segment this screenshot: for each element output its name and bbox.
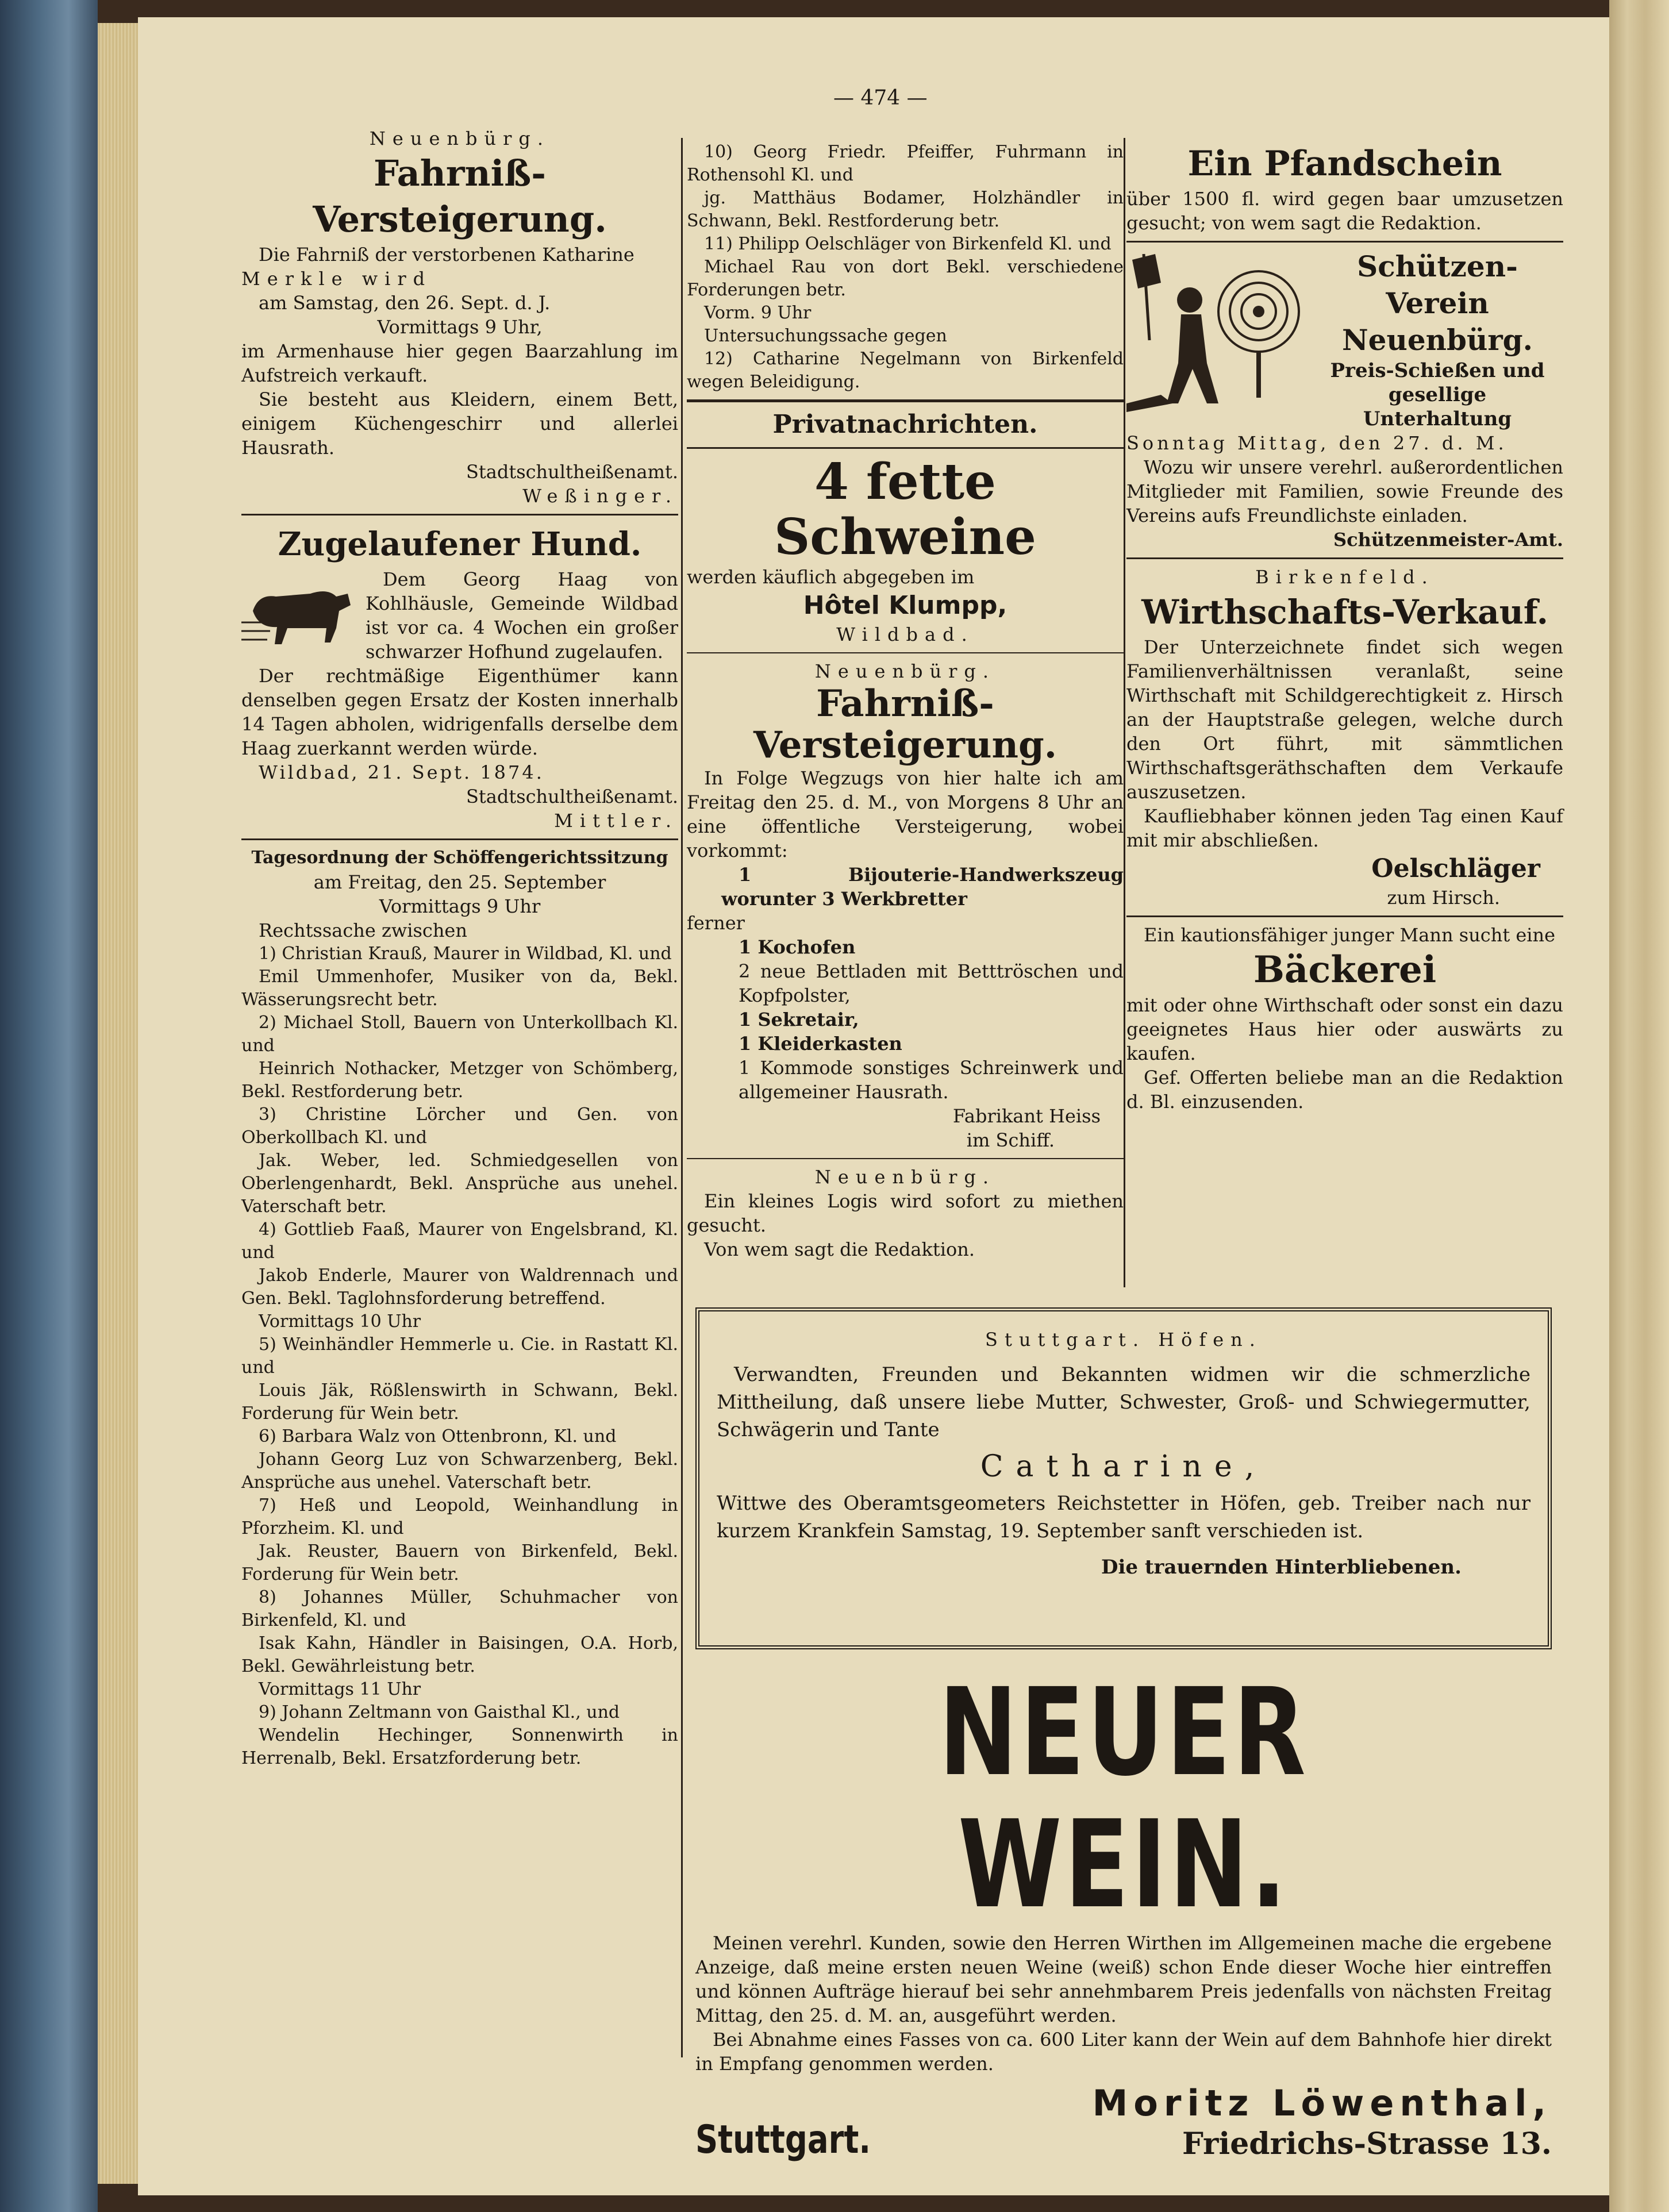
col2-item: 10) Georg Friedr. Pfeiffer, Fuhrmann in Rothensohl Kl. und: [687, 142, 1124, 185]
ad3-item: Jak. Reuster, Bauern von Birkenfeld, Bekl. Forderung für Wein betr.: [241, 1541, 678, 1584]
logis-place: Neuenbürg.: [814, 1166, 996, 1188]
ad1-title: Fahrniß-Versteigerung.: [313, 152, 607, 240]
ad3-line1: am Freitag, den 25. September: [313, 871, 606, 893]
col2-item: Untersuchungssache gegen: [704, 326, 947, 346]
ad3-item: 3) Christine Lörcher und Gen. von Oberkollbach Kl. und: [241, 1105, 678, 1148]
pfand-title: Ein Pfandschein: [1187, 144, 1502, 184]
sign1: Fabrikant Heiss: [952, 1105, 1101, 1127]
ad3-item: Louis Jäk, Rößlenswirth in Schwann, Bekl. Forderung für Wein betr.: [241, 1380, 678, 1424]
ad3-item: Wendelin Hechinger, Sonnenwirth in Herrenalb, Bekl. Ersatzforderung betr.: [241, 1725, 678, 1768]
divider: [1126, 557, 1563, 559]
column-rule-2: [1124, 138, 1125, 1287]
ad3-item: Jakob Enderle, Maurer von Waldrennach und Gen. Bekl. Taglohnsforderung betreffend.: [241, 1265, 678, 1309]
column-rule-1: [681, 138, 683, 2057]
ad-text: In Folge Wegzugs von hier halte ich am Freitag den 25. d. M., von Morgens 8 Uhr an eine öffentliche Versteigerung, wobei vorkommt:: [687, 767, 1124, 861]
ad-title1: Fahrniß-: [816, 682, 994, 725]
sign2: im Schiff.: [966, 1129, 1055, 1151]
death-text1: Verwandten, Freunden und Bekannten widmen wir die schmerzliche Mittheilung, daß unsere liebe Mutter, Schwester, Groß- und Schwiegermutter, Schwägerin und Tante: [717, 1363, 1530, 1441]
ad2-office: Stadtschultheißenamt.: [466, 786, 678, 807]
ad1-text6: Sie besteht aus Kleidern, einem Bett, einigem Küchengeschirr und allerlei Hausrath.: [241, 388, 678, 459]
ad-title2: Versteigerung.: [753, 724, 1057, 767]
item-line: 1 Sekretair,: [739, 1009, 859, 1030]
verein-sign: Schützenmeister-Amt.: [1333, 529, 1563, 551]
item-line: 1 Kleiderkasten: [739, 1033, 902, 1055]
death-text2: Wittwe des Oberamtsgeometers Reichstetter in Höfen, geb. Treiber nach nur kurzem Krankfein Samstag, 19. September sanft verschieden ist.: [717, 1492, 1530, 1542]
ad1-place: Neuenbürg.: [369, 128, 551, 149]
ad3-item: Emil Ummenhofer, Musiker von da, Bekl. Wässerungsrecht betr.: [241, 967, 678, 1010]
ad1-text1: Die Fahrniß der verstorbenen Katharine: [259, 244, 634, 266]
private-heading: Privatnachrichten.: [772, 410, 1038, 439]
ad1-signer: Weßinger.: [522, 485, 678, 507]
verein-text: Wozu wir unsere verehrl. außerordentlichen Mitglieder mit Familien, sowie Freunde des Vereins aufs Freundlichste einladen.: [1126, 456, 1563, 526]
ad3-item: Isak Kahn, Händler in Baisingen, O.A. Horb, Bekl. Gewährleistung betr.: [241, 1633, 678, 1676]
divider: [687, 399, 1124, 402]
pigs-title: 4 fette Schweine: [774, 453, 1036, 566]
wine-advert: [695, 1662, 1552, 2163]
ad3-item: 1) Christian Krauß, Maurer in Wildbad, Kl. und: [259, 944, 672, 964]
ad3-item: 5) Weinhändler Hemmerle u. Cie. in Rastatt Kl. und: [241, 1334, 678, 1378]
death-notice-box: [695, 1307, 1552, 1649]
ad3-item: 7) Heß und Leopold, Weinhandlung in Pforzheim. Kl. und: [241, 1495, 678, 1538]
ad1-text5: im Armenhause hier gegen Baarzahlung im Aufstreich verkauft.: [241, 340, 678, 386]
wirth-title: Wirthschafts-Verkauf.: [1141, 593, 1548, 632]
shooter-target-icon: [1126, 248, 1305, 415]
wine-signature-row: [695, 2082, 1552, 2163]
ad3-item: 9) Johann Zeltmann von Gaisthal Kl., und: [259, 1702, 620, 1722]
ad1-text2: Merkle wird: [241, 268, 432, 290]
baecker-ref: Gef. Offerten beliebe man an die Redaktion d. Bl. einzusenden.: [1126, 1067, 1563, 1113]
verein-sub: Preis-Schießen und gesellige Unterhaltung: [1330, 359, 1545, 430]
dog-icon: [241, 571, 356, 651]
item-line: 2 neue Bettladen mit Betttröschen und Kopfpolster,: [739, 960, 1124, 1006]
verein-title1: Schützen-Verein: [1357, 249, 1518, 320]
ad3-item: Vormittags 11 Uhr: [259, 1679, 421, 1699]
ad1-text4: Vormittags 9 Uhr,: [377, 316, 543, 338]
logis-ref: Von wem sagt die Redaktion.: [704, 1238, 975, 1260]
ad3-line2: Vormittags 9 Uhr: [379, 895, 541, 917]
ad2-signer: Mittler.: [554, 810, 678, 832]
book-binding: [0, 0, 98, 2212]
divider: [687, 447, 1124, 449]
wine-text1: Meinen verehrl. Kunden, sowie den Herren Wirthen im Allgemeinen mache die ergebene Anzeige, daß meine ersten neuen Weine (weiß) schon Ende dieser Woche hier eintreffen und können Aufträge hierauf bei sehr annehmbarem Preis jedenfalls von nächsten Freitag Mittag, den 25. d. M. an, ausgeführt werden.: [695, 1932, 1552, 2026]
wine-city: Stuttgart.: [695, 2117, 871, 2163]
col2-item: 11) Philipp Oelschläger von Birkenfeld Kl. und: [704, 234, 1112, 254]
death-name: Catharine,: [980, 1449, 1267, 1484]
divider: [241, 514, 678, 516]
ad2-text2: Der rechtmäßige Eigenthümer kann denselben gegen Ersatz der Kosten innerhalb 14 Tagen abholen, widrigenfalls derselbe dem Haag zuerkannt werden würde.: [241, 665, 678, 759]
baecker-text: mit oder ohne Wirthschaft oder sonst ein dazu geeignetes Haus hier oder auswärts zu kaufen.: [1126, 994, 1563, 1064]
death-place: Stuttgart. Höfen.: [985, 1329, 1262, 1351]
wirth-text: Der Unterzeichnete findet sich wegen Familienverhältnissen veranlaßt, seine Wirthschaft mit Schildgerechtigkeit z. Hirsch an der Hauptstraße gelegen, welche durch den Ort führt, mit sämmtlichen Wirthschaftsgeräthschaften dem Verkaufe auszusetzen.: [1126, 636, 1563, 803]
divider: [241, 838, 678, 840]
next-page-edge: [1609, 0, 1669, 2212]
wine-merchant: Moritz Löwenthal,: [1092, 2082, 1552, 2124]
ad3-item: Vormittags 10 Uhr: [259, 1311, 421, 1332]
col2-item: Michael Rau von dort Bekl. verschiedene Forderungen betr.: [687, 257, 1124, 300]
wirth-place: Birkenfeld.: [1255, 566, 1435, 588]
ferner-text: ferner: [687, 912, 745, 934]
column-1: [241, 126, 678, 1770]
ad1-office: Stadtschultheißenamt.: [466, 461, 678, 483]
death-sign: Die trauernden Hinterbliebenen.: [1101, 1556, 1462, 1579]
ad-place: Neuenbürg.: [814, 660, 996, 682]
ad2-dateline: Wildbad, 21. Sept. 1874.: [259, 761, 544, 783]
ad2-title: Zugelaufener Hund.: [278, 525, 642, 563]
ad2-text1: Dem Georg Haag von Kohlhäusle, Gemeinde Wildbad ist vor ca. 4 Wochen ein großer schwarzer Hofhund zugelaufen.: [366, 568, 678, 663]
wirth-sign2: zum Hirsch.: [1387, 887, 1500, 909]
page-number: — 474 —: [833, 86, 928, 110]
wine-title: NEUER WEIN.: [939, 1662, 1309, 1935]
logis-text: Ein kleines Logis wird sofort zu miethen gesucht.: [687, 1190, 1124, 1236]
ad3-item: 4) Gottlieb Faaß, Maurer von Engelsbrand, Kl. und: [241, 1220, 678, 1263]
verein-date: Sonntag Mittag, den 27. d. M.: [1126, 432, 1508, 454]
col2-item: jg. Matthäus Bodamer, Holzhändler in Schwann, Bekl. Restforderung betr.: [687, 188, 1124, 231]
wirth-sign: Oelschläger: [1371, 854, 1540, 883]
ad3-item: Jak. Weber, led. Schmiedgesellen von Oberlengenhardt, Bekl. Ansprüche aus unehel. Vaterschaft betr.: [241, 1151, 678, 1217]
pfand-text: über 1500 fl. wird gegen baar umzusetzen gesucht; von wem sagt die Redaktion.: [1126, 188, 1563, 234]
ad3-item: 8) Johannes Müller, Schuhmacher von Birkenfeld, Kl. und: [241, 1587, 678, 1630]
ad3-item: Heinrich Nothacker, Metzger von Schömberg, Bekl. Restforderung betr.: [241, 1059, 678, 1102]
baecker-intro: Ein kautionsfähiger junger Mann sucht eine: [1144, 924, 1556, 946]
wine-text2: Bei Abnahme eines Fasses von ca. 600 Liter kann der Wein auf dem Bahnhofe hier direkt in Empfang genommen werden.: [695, 2029, 1552, 2075]
col2-item: Vorm. 9 Uhr: [704, 303, 812, 323]
verein-title2: Neuenbürg.: [1341, 323, 1533, 357]
divider: [1126, 915, 1563, 917]
pigs-text: werden käuflich abgegeben im: [687, 566, 975, 588]
item-line: 1 Kochofen: [739, 936, 856, 958]
wirth-text2: Kaufliebhaber können jeden Tag einen Kauf mit mir abschließen.: [1126, 805, 1563, 851]
ad3-item: 6) Barbara Walz von Ottenbronn, Kl. und: [259, 1426, 617, 1447]
divider: [1126, 241, 1563, 243]
item-line: 1 Kommode sonstiges Schreinwerk und allgemeiner Hausrath.: [739, 1057, 1124, 1103]
ad3-item: 2) Michael Stoll, Bauern von Unterkollbach Kl. und: [241, 1013, 678, 1056]
item-line: 1 Bijouterie-Handwerkszeug worunter 3 Werkbretter: [721, 864, 1124, 910]
baecker-title: Bäckerei: [1253, 948, 1437, 991]
divider: [687, 1158, 1124, 1159]
hotel-name: Hôtel Klumpp,: [803, 591, 1007, 620]
column-3: [1126, 141, 1563, 1114]
divider: [687, 652, 1124, 653]
ad3-item: Johann Georg Luz von Schwarzenberg, Bekl. Ansprüche aus unehel. Vaterschaft betr.: [241, 1449, 678, 1492]
wine-address: Friedrichs-Strasse 13.: [1182, 2126, 1552, 2161]
col2-item: 12) Catharine Negelmann von Birkenfeld wegen Beleidigung.: [687, 349, 1124, 392]
column-2: [687, 141, 1124, 1261]
ad1-text3: am Samstag, den 26. Sept. d. J.: [259, 292, 551, 314]
ad3-title: Tagesordnung der Schöffengerichtssitzung: [251, 848, 668, 868]
ad3-line3: Rechtssache zwischen: [259, 920, 467, 941]
hotel-place: Wildbad.: [836, 624, 974, 645]
wine-merchant-block: [1093, 2082, 1552, 2163]
